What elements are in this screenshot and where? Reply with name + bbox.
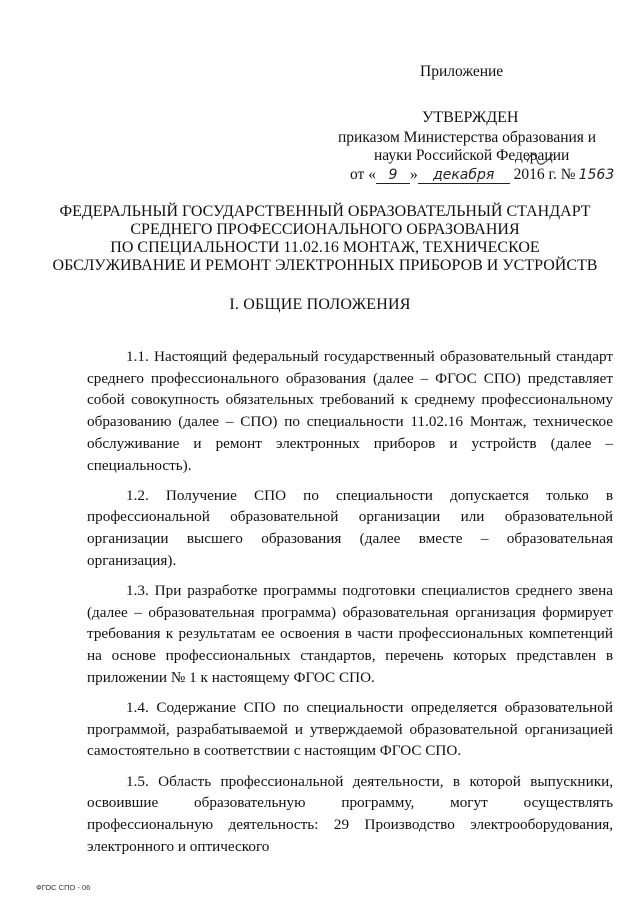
title-line: ПО СПЕЦИАЛЬНОСТИ 11.02.16 МОНТАЖ, ТЕХНИЧЕСКОЕ	[110, 239, 540, 256]
signature-mark	[525, 150, 555, 166]
ministry-line: науки Российской Федерации	[374, 147, 570, 164]
title-line: ФЕДЕРАЛЬНЫЙ ГОСУДАРСТВЕННЫЙ ОБРАЗОВАТЕЛЬНЫЙ СТАНДАРТ	[59, 203, 591, 220]
paragraph-1-2: 1.2. Получение СПО по специальности допускается только в профессиональной образовательной организации или образовательной организации высшего образования (далее вместе – образовательная организация).	[87, 486, 613, 569]
order-line: приказом Министерства образования и	[338, 129, 597, 146]
date-line	[350, 165, 620, 184]
handwritten-day: 9	[376, 168, 410, 184]
approved-heading: УТВЕРЖДЕН	[422, 109, 519, 126]
document-title	[40, 203, 610, 275]
annex-label: Приложение	[420, 63, 504, 80]
date-quote-close: »	[409, 166, 418, 183]
handwritten-month: декабря	[418, 168, 510, 184]
date-prefix: от «	[350, 166, 376, 183]
footer-code: ФГОС СПО - 06	[36, 883, 91, 892]
paragraph-1-3: 1.3. При разработке программы подготовки специалистов среднего звена (далее – образовательная программа) образовательная организация формирует требования к результатам ее освоения в части профессиональных компетенций на основе профессиональных стандартов, перечень которых представлен в приложении № 1 к настоящему ФГОС СПО.	[87, 582, 613, 686]
handwritten-order-number: 1563	[578, 167, 615, 183]
title-line: ОБСЛУЖИВАНИЕ И РЕМОНТ ЭЛЕКТРОННЫХ ПРИБОРОВ И УСТРОЙСТВ	[52, 257, 598, 274]
paragraph-1-1: 1.1. Настоящий федеральный государственный образовательный стандарт среднего профессионального образования (далее – ФГОС СПО) представляет собой совокупность обязательных требований к среднему профессиональному образованию (далее – СПО) по специальности 11.02.16 Монтаж, техническое обслуживание и ремонт электронных приборов и устройств (далее – специальность).	[87, 348, 613, 474]
paragraph-1-4: 1.4. Содержание СПО по специальности определяется образовательной программой, разрабатываемой и утверждаемой образовательной организацией самостоятельно в соответствии с настоящим ФГОС СПО.	[87, 699, 613, 760]
section-title: I. ОБЩИЕ ПОЛОЖЕНИЯ	[229, 296, 411, 313]
document-body	[87, 346, 613, 866]
paragraph-1-5: 1.5. Область профессиональной деятельности, в которой выпускники, освоившие образовательную программу, могут осуществлять профессиональную деятельность: 29 Производство электрооборудования, электронного и оптического	[87, 772, 613, 855]
date-year: 2016 г. №	[513, 166, 576, 183]
title-line: СРЕДНЕГО ПРОФЕССИОНАЛЬНОГО ОБРАЗОВАНИЯ	[130, 221, 520, 238]
